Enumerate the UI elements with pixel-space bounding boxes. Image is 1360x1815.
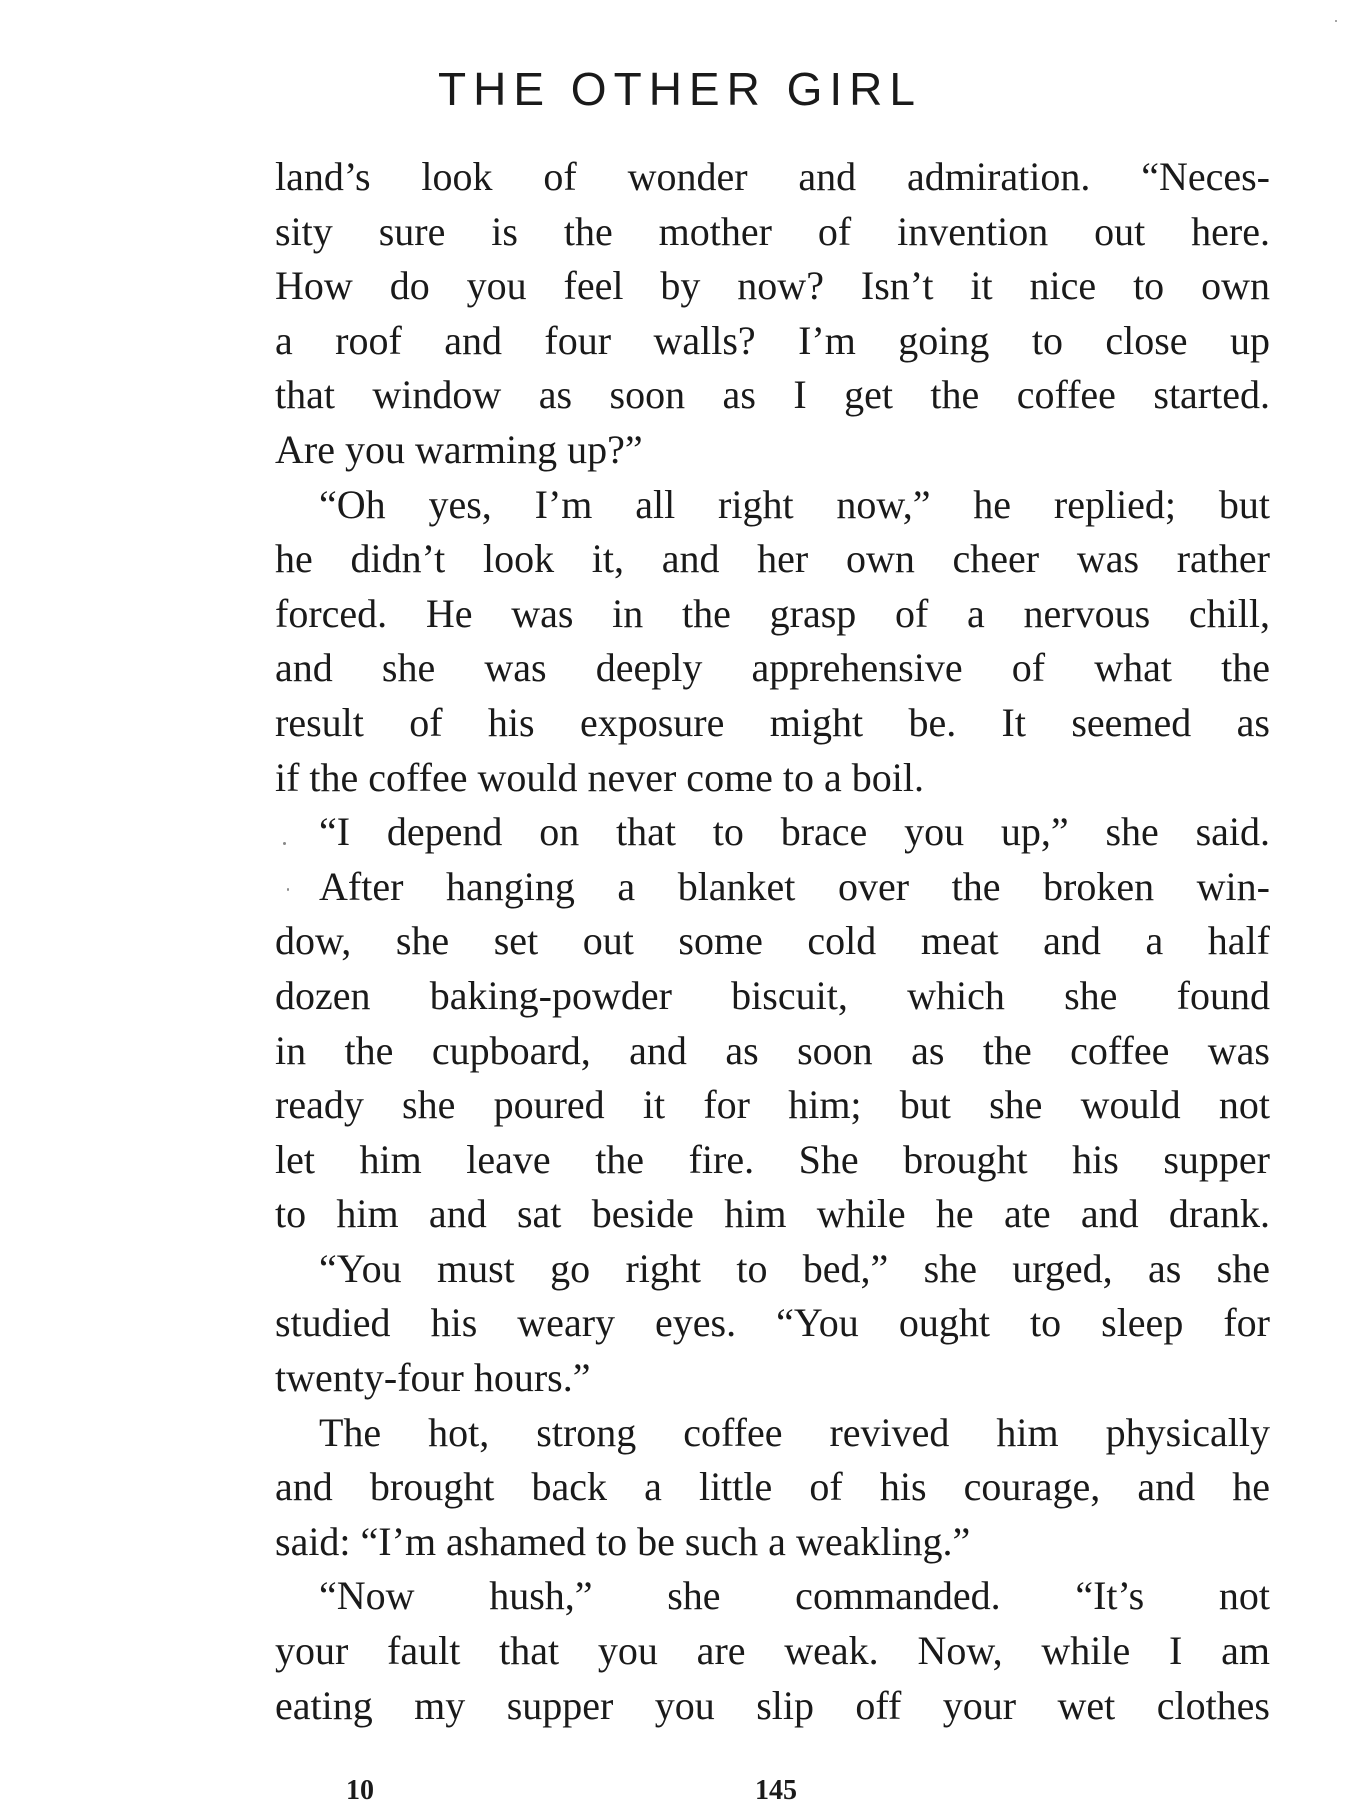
- text-line: “You must go right to bed,” she urged, as she: [319, 1245, 1270, 1291]
- text-line: Are you warming up?”: [275, 426, 643, 472]
- text-line: The hot, strong coffee revived him physically: [319, 1409, 1270, 1455]
- text-line: studied his weary eyes. “You ought to sleep for: [275, 1300, 1270, 1346]
- text-line: “Oh yes, I’m all right now,” he replied; but: [319, 481, 1270, 527]
- text-line: in the cupboard, and as soon as the coffee was: [275, 1027, 1270, 1073]
- text-line: “I depend on that to brace you up,” she said.: [319, 809, 1270, 855]
- scan-speck: [287, 888, 289, 891]
- text-line: that window as soon as I get the coffee started.: [275, 372, 1270, 418]
- page-footer: [0, 1775, 1360, 1815]
- text-line: ready she poured it for him; but she would not: [275, 1082, 1270, 1128]
- text-line: forced. He was in the grasp of a nervous chill,: [275, 590, 1270, 636]
- text-line: your fault that you are weak. Now, while I am: [275, 1628, 1270, 1674]
- text-line: he didn’t look it, and her own cheer was rather: [275, 536, 1270, 582]
- signature-mark: 10: [346, 1775, 374, 1806]
- text-line: said: “I’m ashamed to be such a weakling.”: [275, 1518, 971, 1564]
- text-line: and brought back a little of his courage, and he: [275, 1464, 1270, 1510]
- text-line: let him leave the fire. She brought his supper: [275, 1136, 1270, 1182]
- text-line: and she was deeply apprehensive of what the: [275, 645, 1270, 691]
- text-line: “Now hush,” she commanded. “It’s not: [319, 1573, 1270, 1619]
- page-number: 145: [755, 1775, 797, 1806]
- scan-speck: [1335, 20, 1337, 22]
- text-line: After hanging a blanket over the broken win-: [319, 863, 1270, 909]
- text-line: if the coffee would never come to a boil.: [275, 754, 925, 800]
- text-line: eating my supper you slip off your wet clothes: [275, 1682, 1270, 1728]
- text-line: dozen baking-powder biscuit, which she found: [275, 972, 1270, 1018]
- text-line: to him and sat beside him while he ate and drank.: [275, 1191, 1270, 1237]
- scan-speck: [283, 842, 286, 845]
- text-line: land’s look of wonder and admiration. “Neces-: [275, 154, 1270, 199]
- text-line: How do you feel by now? Isn’t it nice to own: [275, 263, 1270, 309]
- text-line: a roof and four walls? I’m going to close up: [275, 317, 1270, 363]
- text-line: sity sure is the mother of invention out here.: [275, 208, 1270, 254]
- text-line: dow, she set out some cold meat and a half: [275, 918, 1270, 964]
- body-text: [275, 150, 1270, 1733]
- running-head: THE OTHER GIRL: [438, 63, 922, 115]
- text-line: result of his exposure might be. It seemed as: [275, 699, 1270, 745]
- text-line: twenty-four hours.”: [275, 1355, 591, 1401]
